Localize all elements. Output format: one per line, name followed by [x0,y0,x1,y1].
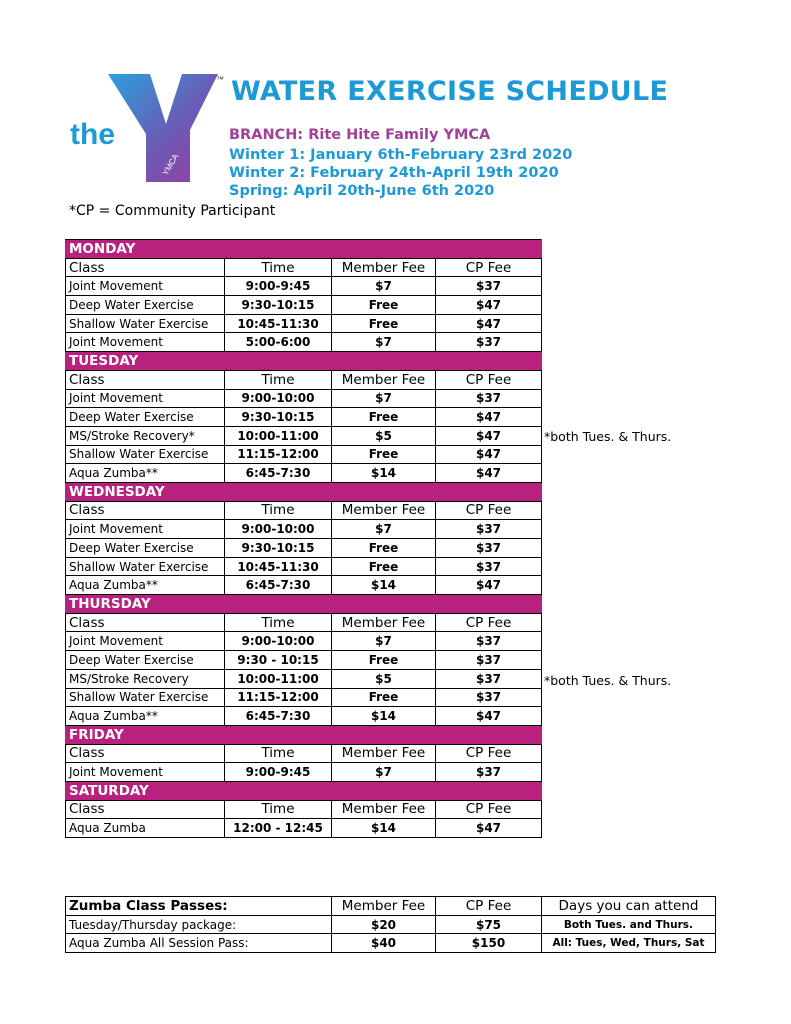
logo-the-text: the [70,118,115,151]
cp-fee-cell: $47 [436,296,542,315]
cp-fee-cell: $47 [436,576,542,595]
cp-fee-cell: $37 [436,688,542,707]
cp-fee-cell: $75 [436,915,542,934]
class-cell: Joint Movement [66,520,225,539]
class-cell: Aqua Zumba** [66,707,225,726]
cp-fee-cell: $37 [436,669,542,688]
member-fee-cell: $7 [332,333,436,352]
class-cell: Deep Water Exercise [66,539,225,558]
cp-fee-cell: $47 [436,314,542,333]
table-row [66,445,542,464]
thursday-side-note: *both Tues. & Thurs. [544,673,672,688]
member-fee-cell: Free [332,445,436,464]
day-tuesday [66,352,542,371]
member-fee-cell: $14 [332,576,436,595]
member-fee-cell: $5 [332,426,436,445]
col-class: Class [66,501,225,520]
table-row [66,333,542,352]
col-days: Days you can attend [542,897,716,916]
class-cell: Shallow Water Exercise [66,314,225,333]
time-cell: 9:00-10:00 [225,632,332,651]
passes-header-row [66,897,716,916]
col-member-fee: Member Fee [332,897,436,916]
time-cell: 10:45-11:30 [225,314,332,333]
time-cell: 10:00-11:00 [225,426,332,445]
day-saturday [66,781,542,800]
col-cp-fee: CP Fee [436,501,542,520]
cp-fee-cell: $37 [436,520,542,539]
day-label: SATURDAY [66,781,542,800]
day-monday [66,240,542,259]
class-cell: MS/Stroke Recovery* [66,426,225,445]
member-fee-cell: Free [332,651,436,670]
table-row [66,576,542,595]
class-cell: Joint Movement [66,389,225,408]
table-row [66,277,542,296]
day-label: WEDNESDAY [66,482,542,501]
class-cell: Joint Movement [66,632,225,651]
member-fee-cell: $14 [332,819,436,838]
table-row [66,389,542,408]
member-fee-cell: $40 [332,934,436,953]
day-wednesday [66,482,542,501]
cp-fee-cell: $37 [436,333,542,352]
class-cell: Aqua Zumba** [66,464,225,483]
winter1-line: Winter 1: January 6th-February 23rd 2020 [229,147,573,163]
class-cell: Joint Movement [66,277,225,296]
class-cell: Joint Movement [66,763,225,782]
cp-fee-cell: $37 [436,389,542,408]
table-row [66,651,542,670]
header-row [66,744,542,763]
winter2-line: Winter 2: February 24th-April 19th 2020 [229,165,559,181]
member-fee-cell: Free [332,539,436,558]
time-cell: 10:45-11:30 [225,557,332,576]
col-cp-fee: CP Fee [436,897,542,916]
col-time: Time [225,258,332,277]
member-fee-cell: $20 [332,915,436,934]
col-cp-fee: CP Fee [436,370,542,389]
time-cell: 6:45-7:30 [225,576,332,595]
day-friday [66,725,542,744]
col-cp-fee: CP Fee [436,258,542,277]
day-thursday [66,595,542,614]
time-cell: 11:15-12:00 [225,688,332,707]
table-row [66,296,542,315]
time-cell: 6:45-7:30 [225,464,332,483]
col-member-fee: Member Fee [332,501,436,520]
table-row [66,688,542,707]
class-cell: Aqua Zumba** [66,576,225,595]
col-member-fee: Member Fee [332,370,436,389]
table-row [66,819,542,838]
pass-name-cell: Aqua Zumba All Session Pass: [66,934,332,953]
time-cell: 5:00-6:00 [225,333,332,352]
logo-ymca-text: YMCA [160,152,181,177]
time-cell: 9:30-10:15 [225,296,332,315]
member-fee-cell: $7 [332,632,436,651]
cp-fee-cell: $47 [436,707,542,726]
member-fee-cell: Free [332,296,436,315]
zumba-passes-table [65,896,716,953]
table-row [66,763,542,782]
cp-fee-cell: $47 [436,445,542,464]
col-class: Class [66,613,225,632]
days-cell: Both Tues. and Thurs. [542,915,716,934]
time-cell: 10:00-11:00 [225,669,332,688]
cp-fee-cell: $37 [436,557,542,576]
branch-line: BRANCH: Rite Hite Family YMCA [229,127,491,143]
time-cell: 11:15-12:00 [225,445,332,464]
time-cell: 9:00-9:45 [225,763,332,782]
cp-fee-cell: $37 [436,539,542,558]
pass-name-cell: Tuesday/Thursday package: [66,915,332,934]
schedule-table [65,239,542,838]
cp-fee-cell: $150 [436,934,542,953]
header-row [66,370,542,389]
col-time: Time [225,613,332,632]
cp-fee-cell: $47 [436,408,542,427]
cp-fee-cell: $47 [436,464,542,483]
member-fee-cell: $14 [332,707,436,726]
time-cell: 12:00 - 12:45 [225,819,332,838]
table-row [66,426,542,445]
table-row [66,934,716,953]
member-fee-cell: $7 [332,763,436,782]
class-cell: Deep Water Exercise [66,651,225,670]
table-row [66,707,542,726]
ymca-logo [70,72,230,184]
time-cell: 9:00-10:00 [225,520,332,539]
time-cell: 9:30-10:15 [225,408,332,427]
header-row [66,613,542,632]
table-row [66,915,716,934]
table-row [66,520,542,539]
header-row [66,501,542,520]
table-row [66,408,542,427]
col-time: Time [225,800,332,819]
class-cell: Shallow Water Exercise [66,688,225,707]
header-row [66,258,542,277]
table-row [66,314,542,333]
col-member-fee: Member Fee [332,744,436,763]
day-label: FRIDAY [66,725,542,744]
class-cell: Joint Movement [66,333,225,352]
day-label: THURSDAY [66,595,542,614]
table-row [66,632,542,651]
spring-line: Spring: April 20th-June 6th 2020 [229,183,495,199]
col-cp-fee: CP Fee [436,744,542,763]
col-cp-fee: CP Fee [436,613,542,632]
day-label: TUESDAY [66,352,542,371]
table-row [66,557,542,576]
col-class: Class [66,370,225,389]
cp-fee-cell: $47 [436,426,542,445]
time-cell: 9:30 - 10:15 [225,651,332,670]
table-row [66,539,542,558]
member-fee-cell: $7 [332,520,436,539]
class-cell: Aqua Zumba [66,819,225,838]
class-cell: Deep Water Exercise [66,408,225,427]
col-member-fee: Member Fee [332,613,436,632]
cp-note: *CP = Community Participant [69,203,276,219]
col-class: Class [66,800,225,819]
class-cell: MS/Stroke Recovery [66,669,225,688]
member-fee-cell: $7 [332,389,436,408]
col-member-fee: Member Fee [332,800,436,819]
passes-title: Zumba Class Passes: [66,897,332,916]
member-fee-cell: Free [332,314,436,333]
col-time: Time [225,370,332,389]
logo-tm: ™ [216,75,224,84]
col-class: Class [66,744,225,763]
time-cell: 6:45-7:30 [225,707,332,726]
cp-fee-cell: $37 [436,763,542,782]
col-member-fee: Member Fee [332,258,436,277]
member-fee-cell: Free [332,408,436,427]
cp-fee-cell: $37 [436,632,542,651]
class-cell: Shallow Water Exercise [66,445,225,464]
header-row [66,800,542,819]
member-fee-cell: Free [332,557,436,576]
page-title: WATER EXERCISE SCHEDULE [231,76,669,107]
col-time: Time [225,744,332,763]
col-class: Class [66,258,225,277]
member-fee-cell: Free [332,688,436,707]
tuesday-side-note: *both Tues. & Thurs. [544,429,672,444]
member-fee-cell: $7 [332,277,436,296]
time-cell: 9:00-10:00 [225,389,332,408]
class-cell: Deep Water Exercise [66,296,225,315]
time-cell: 9:30-10:15 [225,539,332,558]
y-shape [108,74,218,182]
cp-fee-cell: $37 [436,651,542,670]
member-fee-cell: $14 [332,464,436,483]
cp-fee-cell: $47 [436,819,542,838]
days-cell: All: Tues, Wed, Thurs, Sat [542,934,716,953]
member-fee-cell: $5 [332,669,436,688]
time-cell: 9:00-9:45 [225,277,332,296]
day-label: MONDAY [66,240,542,259]
col-cp-fee: CP Fee [436,800,542,819]
col-time: Time [225,501,332,520]
cp-fee-cell: $37 [436,277,542,296]
class-cell: Shallow Water Exercise [66,557,225,576]
table-row [66,464,542,483]
table-row [66,669,542,688]
